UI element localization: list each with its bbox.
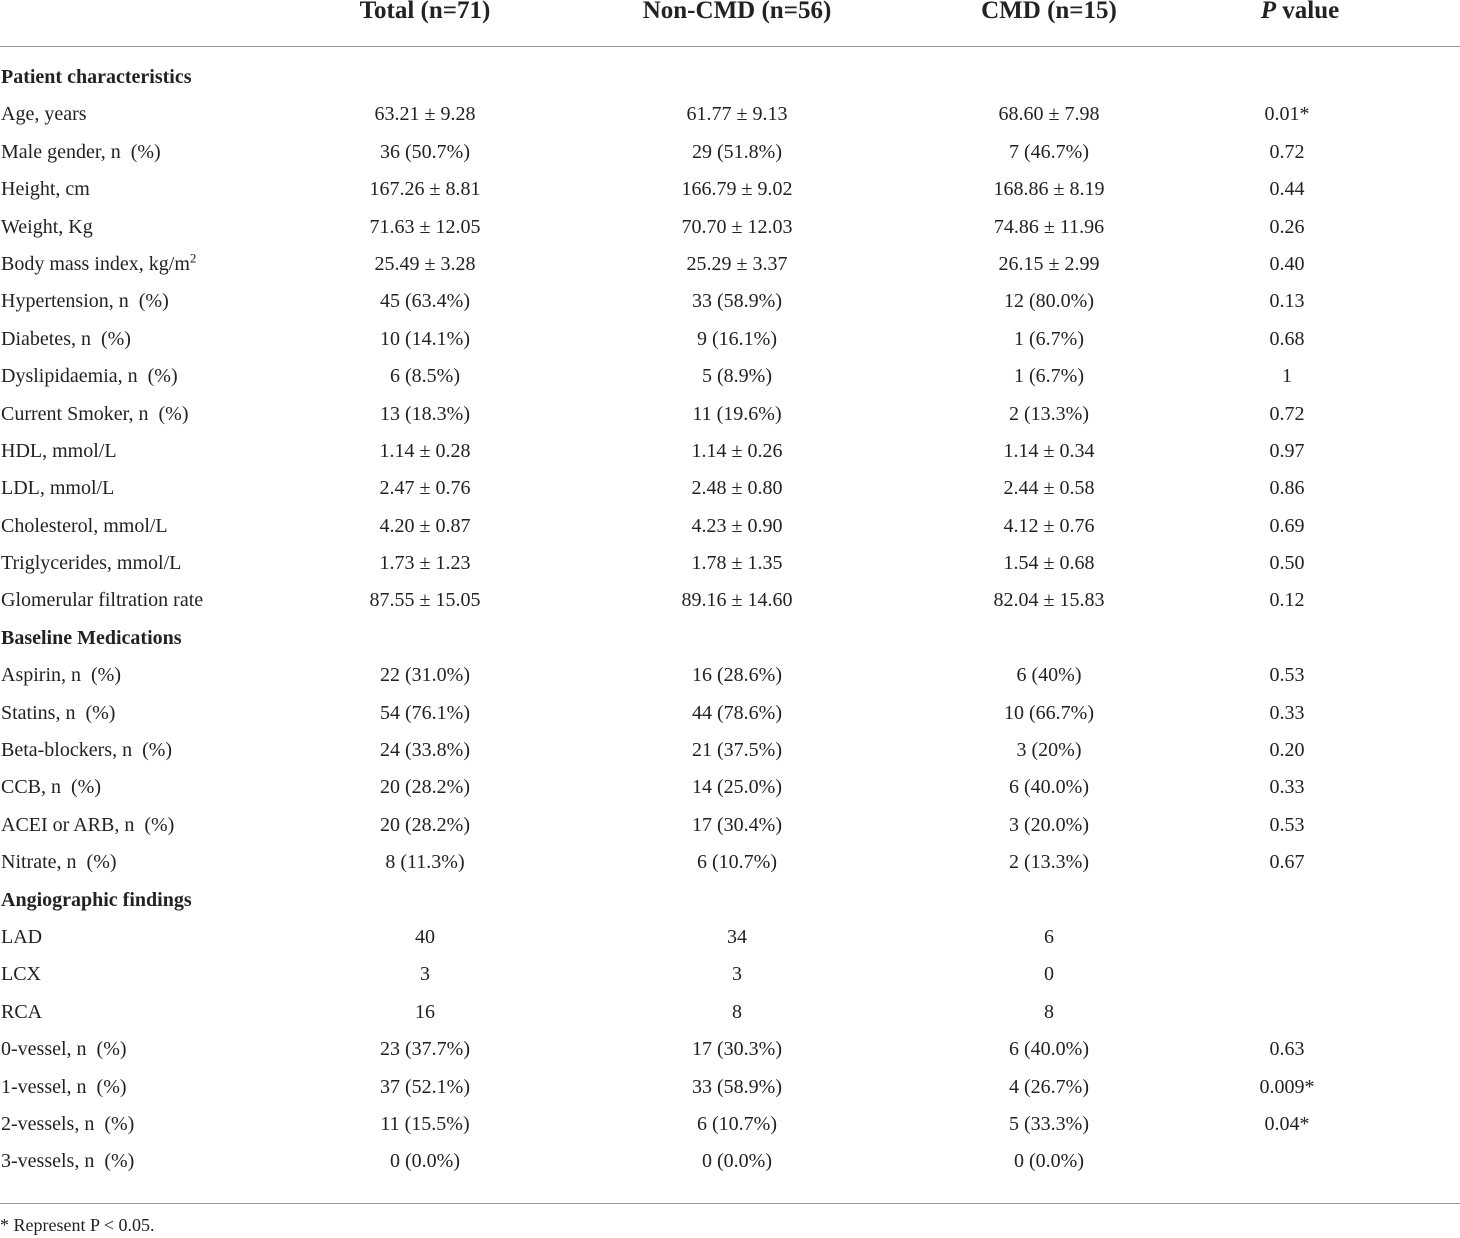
cell-total: 87.55 ± 15.05 (369, 589, 481, 612)
cell-non-cmd: 25.29 ± 3.37 (686, 252, 788, 275)
section-header-row (0, 882, 1460, 919)
table-row (0, 246, 1460, 283)
table-row (0, 1031, 1460, 1068)
cell-non-cmd: 1.14 ± 0.26 (691, 439, 783, 462)
cell-cmd: 7 (46.7%) (1009, 140, 1089, 163)
cell-non-cmd: 9 (16.1%) (697, 327, 777, 350)
cell-p-value: 0.20 (1269, 739, 1305, 762)
table-row (0, 134, 1460, 171)
row-label: Nitrate, n (%) (1, 851, 117, 874)
table-row (0, 171, 1460, 208)
cell-cmd: 1 (6.7%) (1014, 327, 1084, 350)
table-row (0, 358, 1460, 395)
cell-non-cmd: 3 (732, 963, 742, 986)
table-body (0, 59, 1460, 1181)
cell-total: 10 (14.1%) (380, 327, 470, 350)
cell-total: 1.14 ± 0.28 (379, 439, 471, 462)
cell-cmd: 8 (1044, 1000, 1054, 1023)
cell-total: 20 (28.2%) (380, 776, 470, 799)
cell-cmd: 1 (6.7%) (1014, 365, 1084, 388)
column-header-cmd: CMD (n=15) (981, 0, 1117, 24)
row-label: Beta-blockers, n (%) (1, 739, 173, 762)
cell-non-cmd: 5 (8.9%) (702, 365, 772, 388)
cell-non-cmd: 21 (37.5%) (692, 739, 782, 762)
cell-total: 25.49 ± 3.28 (374, 252, 476, 275)
cell-cmd: 1.14 ± 0.34 (1003, 439, 1095, 462)
row-label: Triglycerides, mmol/L (1, 552, 182, 575)
cell-p-value: 0.68 (1269, 327, 1305, 350)
cell-cmd: 3 (20.0%) (1009, 813, 1089, 836)
table-row (0, 807, 1460, 844)
row-label: CCB, n (%) (1, 776, 101, 799)
cell-total: 24 (33.8%) (380, 739, 470, 762)
cell-cmd: 6 (40.0%) (1009, 776, 1089, 799)
row-label: Glomerular filtration rate (1, 589, 204, 612)
cell-cmd: 2.44 ± 0.58 (1003, 477, 1095, 500)
row-label: Aspirin, n (%) (1, 664, 121, 687)
cell-non-cmd: 16 (28.6%) (692, 664, 782, 687)
cell-cmd: 2 (13.3%) (1009, 402, 1089, 425)
cell-cmd: 5 (33.3%) (1009, 1112, 1089, 1135)
row-label: Age, years (1, 103, 87, 126)
cell-non-cmd: 0 (0.0%) (702, 1150, 772, 1173)
row-label: 0-vessel, n (%) (1, 1038, 127, 1061)
table-row (0, 695, 1460, 732)
cell-non-cmd: 70.70 ± 12.03 (681, 215, 793, 238)
table-row (0, 769, 1460, 806)
cell-non-cmd: 89.16 ± 14.60 (681, 589, 793, 612)
section-title: Patient characteristics (1, 66, 192, 88)
cell-total: 4.20 ± 0.87 (379, 514, 471, 537)
column-header-p-value: P value (1260, 0, 1340, 24)
cell-p-value: 0.33 (1269, 701, 1305, 724)
row-label: Statins, n (%) (1, 701, 116, 724)
cell-non-cmd: 29 (51.8%) (692, 140, 782, 163)
cell-cmd: 6 (40%) (1016, 664, 1082, 687)
cell-non-cmd: 44 (78.6%) (692, 701, 782, 724)
cell-non-cmd: 34 (727, 925, 747, 948)
cell-p-value: 0.72 (1269, 402, 1305, 425)
cell-p-value: 0.04* (1264, 1112, 1310, 1135)
cell-non-cmd: 17 (30.4%) (692, 813, 782, 836)
cell-p-value: 0.53 (1269, 664, 1305, 687)
cell-p-value: 0.63 (1269, 1038, 1305, 1061)
row-label: Current Smoker, n (%) (1, 402, 189, 425)
table-row (0, 732, 1460, 769)
cell-total: 22 (31.0%) (380, 664, 470, 687)
cell-p-value: 0.13 (1269, 290, 1305, 313)
table-row (0, 844, 1460, 881)
table-footnote: * Represent P < 0.05. (0, 1215, 155, 1235)
cell-p-value: 0.01* (1264, 103, 1310, 126)
table-row (0, 545, 1460, 582)
cell-cmd: 2 (13.3%) (1009, 851, 1089, 874)
table-row (0, 919, 1460, 956)
cell-p-value: 0.44 (1269, 178, 1305, 201)
cell-cmd: 0 (1044, 963, 1054, 986)
cell-cmd: 26.15 ± 2.99 (998, 252, 1100, 275)
cell-total: 167.26 ± 8.81 (369, 178, 481, 201)
row-label: 2-vessels, n (%) (1, 1112, 135, 1135)
cell-non-cmd: 166.79 ± 9.02 (681, 178, 793, 201)
cell-p-value: 0.26 (1269, 215, 1305, 238)
table-row (0, 956, 1460, 993)
section-title: Baseline Medications (1, 626, 182, 649)
cell-cmd: 6 (40.0%) (1009, 1038, 1089, 1061)
table-row (0, 657, 1460, 694)
cell-non-cmd: 1.78 ± 1.35 (691, 552, 783, 575)
cell-non-cmd: 6 (10.7%) (697, 1112, 777, 1135)
cell-p-value: 0.33 (1269, 776, 1305, 799)
superscript: 2 (189, 250, 197, 266)
cell-cmd: 12 (80.0%) (1004, 290, 1094, 313)
cell-p-value: 0.72 (1269, 140, 1305, 163)
cell-non-cmd: 14 (25.0%) (692, 776, 782, 799)
row-label: Cholesterol, mmol/L (1, 514, 168, 537)
table-row (0, 994, 1460, 1031)
table-row (0, 283, 1460, 320)
table-bottom-rule (0, 1203, 1460, 1204)
table-row (0, 96, 1460, 133)
cell-cmd: 1.54 ± 0.68 (1003, 552, 1095, 575)
cell-total: 0 (0.0%) (390, 1150, 460, 1173)
cell-total: 8 (11.3%) (385, 851, 465, 874)
cell-total: 54 (76.1%) (380, 701, 470, 724)
cell-total: 2.47 ± 0.76 (379, 477, 471, 500)
cell-non-cmd: 8 (732, 1000, 742, 1023)
row-label: LDL, mmol/L (1, 477, 115, 500)
cell-p-value: 0.009* (1259, 1075, 1315, 1098)
table-row (0, 209, 1460, 246)
row-label: Weight, Kg (1, 215, 93, 238)
cell-non-cmd: 4.23 ± 0.90 (691, 514, 783, 537)
row-label: Hypertension, n (%) (1, 290, 169, 313)
cell-total: 36 (50.7%) (380, 140, 470, 163)
cell-cmd: 4 (26.7%) (1009, 1075, 1089, 1098)
table-row (0, 433, 1460, 470)
cell-total: 71.63 ± 12.05 (369, 215, 481, 238)
row-label: Body mass index, $kg/m^2$ (1, 250, 197, 275)
cell-non-cmd: 11 (19.6%) (692, 402, 782, 425)
row-label: RCA (1, 1000, 43, 1023)
cell-cmd: 10 (66.7%) (1004, 701, 1094, 724)
section-title: Angiographic findings (1, 888, 192, 911)
cell-p-value: 0.67 (1269, 851, 1305, 874)
cell-total: 63.21 ± 9.28 (374, 103, 476, 126)
cell-cmd: 3 (20%) (1016, 739, 1082, 762)
table-row (0, 1143, 1460, 1180)
cell-p-value: 0.12 (1269, 589, 1305, 612)
table-row (0, 321, 1460, 358)
column-header-non-cmd: Non-CMD (n=56) (642, 0, 832, 24)
cell-total: 3 (420, 963, 430, 986)
cell-total: 20 (28.2%) (380, 813, 470, 836)
cell-non-cmd: 2.48 ± 0.80 (691, 477, 783, 500)
cell-p-value: 0.69 (1269, 514, 1305, 537)
cell-cmd: 6 (1044, 925, 1054, 948)
cell-total: 23 (37.7%) (380, 1038, 470, 1061)
row-label: Male gender, n (%) (1, 140, 161, 163)
cell-total: 11 (15.5%) (380, 1112, 470, 1135)
cell-p-value: 0.50 (1269, 552, 1305, 575)
row-label: LAD (1, 925, 43, 948)
row-label: 1-vessel, n (%) (1, 1075, 127, 1098)
cell-total: 37 (52.1%) (380, 1075, 470, 1098)
row-label: Diabetes, n (%) (1, 327, 131, 350)
cell-cmd: 168.86 ± 8.19 (993, 178, 1105, 201)
table-row (0, 582, 1460, 619)
cell-non-cmd: 61.77 ± 9.13 (686, 103, 788, 126)
column-header-total: Total (n=71) (359, 0, 491, 24)
cell-total: 40 (415, 925, 435, 948)
cell-cmd: 4.12 ± 0.76 (1003, 514, 1095, 537)
table-header (0, 0, 1460, 47)
cell-p-value: 0.53 (1269, 813, 1305, 836)
table-row (0, 1069, 1460, 1106)
section-header-row (0, 59, 1460, 96)
cell-non-cmd: 33 (58.9%) (692, 1075, 782, 1098)
cell-p-value: 0.40 (1269, 252, 1305, 275)
row-label: LCX (1, 963, 41, 986)
cell-total: 13 (18.3%) (380, 402, 470, 425)
row-label: 3-vessels, n (%) (1, 1150, 135, 1173)
cell-total: 45 (63.4%) (380, 290, 470, 313)
cell-p-value: 1 (1282, 365, 1292, 388)
row-label: Dyslipidaemia, n (%) (1, 365, 178, 388)
cell-total: 6 (8.5%) (390, 365, 460, 388)
row-label: ACEI or ARB, n (%) (1, 813, 175, 836)
cell-non-cmd: 17 (30.3%) (692, 1038, 782, 1061)
cell-p-value: 0.97 (1269, 439, 1305, 462)
cell-total: 1.73 ± 1.23 (379, 552, 471, 575)
table-row (0, 1106, 1460, 1143)
cell-cmd: 74.86 ± 11.96 (993, 215, 1105, 238)
table-row (0, 396, 1460, 433)
cell-p-value: 0.86 (1269, 477, 1305, 500)
cell-non-cmd: 6 (10.7%) (697, 851, 777, 874)
table-row (0, 470, 1460, 507)
cell-total: 16 (415, 1000, 435, 1023)
row-label: Height, cm (1, 178, 90, 201)
section-header-row (0, 620, 1460, 657)
cell-cmd: 82.04 ± 15.83 (993, 589, 1105, 612)
row-label: HDL, mmol/L (1, 439, 117, 462)
cell-non-cmd: 33 (58.9%) (692, 290, 782, 313)
cell-cmd: 0 (0.0%) (1014, 1150, 1084, 1173)
cell-cmd: 68.60 ± 7.98 (998, 103, 1100, 126)
table-row (0, 508, 1460, 545)
